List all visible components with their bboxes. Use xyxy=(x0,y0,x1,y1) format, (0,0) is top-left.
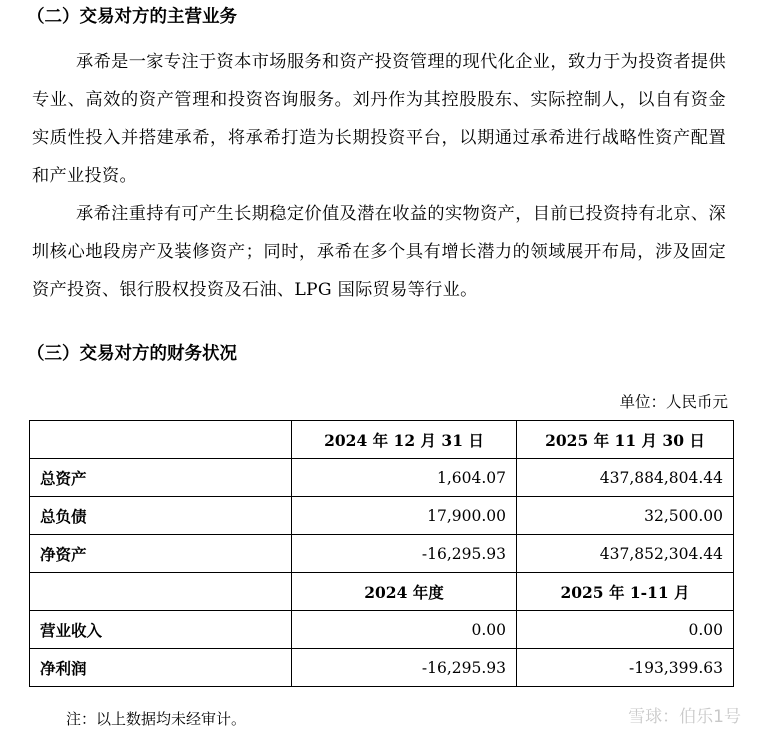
watermark: 雪球：伯乐1号 xyxy=(628,707,741,727)
row-label-net-profit: 净利润 xyxy=(30,649,292,687)
header-empty-cell xyxy=(30,421,292,459)
header-empty-cell xyxy=(30,573,292,611)
row-label-total-liabilities: 总负债 xyxy=(30,497,292,535)
row-label-revenue: 营业收入 xyxy=(30,611,292,649)
cell-value: 17,900.00 xyxy=(292,497,517,535)
cell-value: 437,852,304.44 xyxy=(517,535,734,573)
cell-value: 0.00 xyxy=(292,611,517,649)
financial-table xyxy=(29,420,734,687)
row-label-total-assets: 总资产 xyxy=(30,459,292,497)
cell-value: -16,295.93 xyxy=(292,535,517,573)
table-row xyxy=(30,497,734,535)
cell-value: -193,399.63 xyxy=(517,649,734,687)
section-3-title: （三）交易对方的财务状况 xyxy=(27,344,237,364)
table-row xyxy=(30,649,734,687)
business-paragraph-1: 承希是一家专注于资本市场服务和资产投资管理的现代化企业，致力于为投资者提供专业、高效的资产管理和投资咨询服务。刘丹作为其控股股东、实际控制人，以自有资金实质性投入并搭建承希，将承希打造为长期投资平台，以期通过承希进行战略性资产配置和产业投资。 xyxy=(32,52,726,186)
table-header-row-period xyxy=(30,573,734,611)
cell-value: -16,295.93 xyxy=(292,649,517,687)
header-2024-year: 2024 年度 xyxy=(292,573,517,611)
header-2024-12-31: 2024 年 12 月 31 日 xyxy=(292,421,517,459)
audit-note: 注：以上数据均未经审计。 xyxy=(66,710,247,728)
cell-value: 437,884,804.44 xyxy=(517,459,734,497)
business-paragraph-2: 承希注重持有可产生长期稳定价值及潜在收益的实物资产，目前已投资持有北京、深圳核心地段房产及装修资产；同时，承希在多个具有增长潜力的领域展开布局，涉及固定资产投资、银行股权投资及石油、LPG 国际贸易等行业。 xyxy=(32,204,726,300)
currency-unit: 单位：人民币元 xyxy=(619,393,728,411)
cell-value: 1,604.07 xyxy=(292,459,517,497)
section-2-title: （二）交易对方的主营业务 xyxy=(27,7,237,27)
table-row xyxy=(30,535,734,573)
row-label-net-assets: 净资产 xyxy=(30,535,292,573)
table-row xyxy=(30,611,734,649)
table-row xyxy=(30,459,734,497)
table-header-row xyxy=(30,421,734,459)
cell-value: 0.00 xyxy=(517,611,734,649)
header-2025-11-30: 2025 年 11 月 30 日 xyxy=(517,421,734,459)
cell-value: 32,500.00 xyxy=(517,497,734,535)
header-2025-jan-nov: 2025 年 1-11 月 xyxy=(517,573,734,611)
